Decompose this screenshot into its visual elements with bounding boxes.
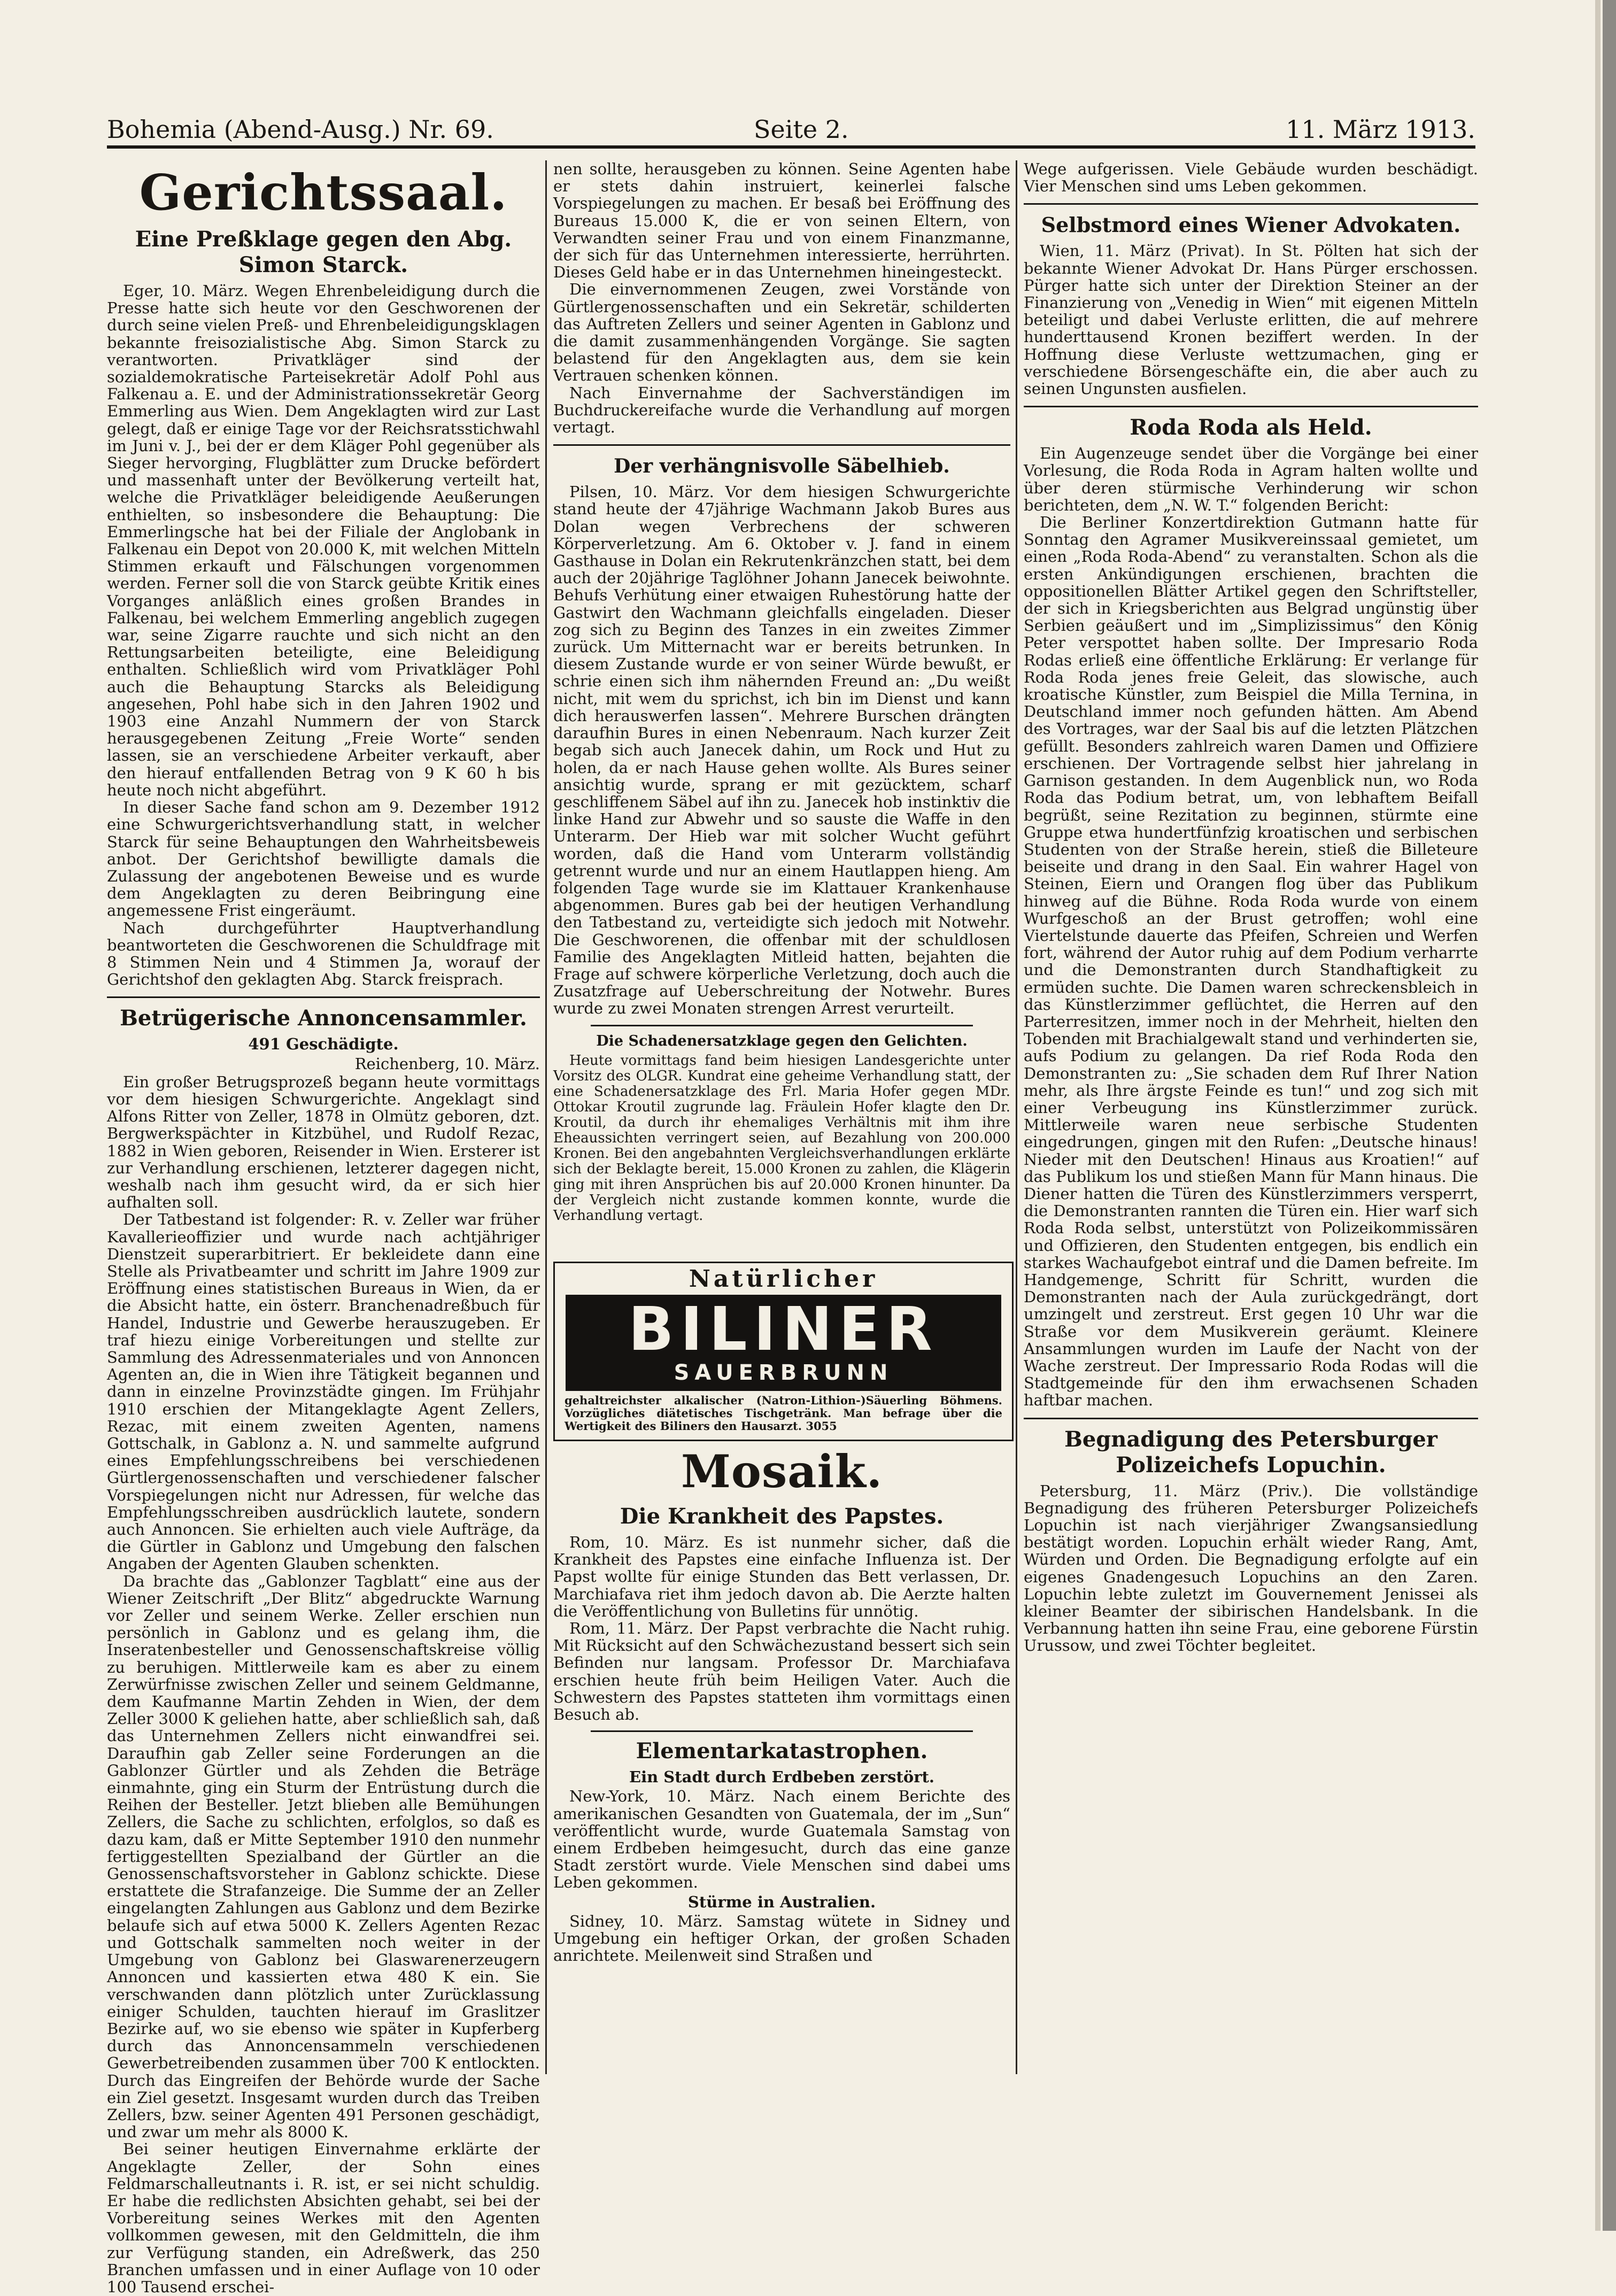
column-rule-1 [545, 160, 547, 2074]
article-title-pressklage: Eine Preßklage gegen den Abg. Simon Starck. [135, 227, 512, 277]
article-separator [591, 1730, 973, 1732]
article-separator [591, 1025, 973, 1026]
article-title-lopuchin: Begnadigung des Petersburger Polizeichefs Lopuchin. [1064, 1426, 1437, 1478]
article-separator [1024, 1418, 1478, 1419]
article-dateline: Reichenberg, 10. März. [354, 1054, 540, 1073]
header-masthead: Bohemia (Abend-Ausg.) Nr. 69. [107, 115, 494, 144]
ad-banner [566, 1295, 1001, 1391]
article-title-annoncensammler: Betrügerische Annoncensammler. [120, 1006, 527, 1031]
article-title-roda-roda: Roda Roda als Held. [1130, 415, 1372, 440]
column-3 [1024, 160, 1478, 1935]
article-paragraph: Pilsen, 10. März. Vor dem hiesigen Schwurgerichte stand heute der 47jährige Wachmann Jakob Bures aus Dolan wegen Verbrechens der schweren Körperverletzung. Am 6. Oktober v. J. fand in einem Gasthause in Dolan ein Rekrutenkränzchen statt, bei dem auch der 20jährige Taglöhner Johann Janecek beiwohnte. Behufs Verhütung einer etwaigen Ruhestörung hatte der Gastwirt den Wachmann gleichfalls eingeladen. Dieser zog sich zu Beginn des Tanzes in ein zweites Zimmer zurück. Um Mitternacht war er bereits betrunken. In diesem Zustande wurde er von seiner Würde bewußt, er schrie einen sich ihm nähernden Freund an: „Du weißt nicht, mit wem du sprichst, ich bin im Dienst und kann dich herauswerfen lassen“. Mehrere Burschen drängten daraufhin Bures in einen Nebenraum. Nach kurzer Zeit begab sich auch Janecek dahin, um Rock und Hut zu holen, da er nach Hause gehen wollte. Als Bures seiner ansichtig wurde, sprang er mit gezücktem, scharf geschliffenem Säbel auf ihn zu. Janecek hob instinktiv die linke Hand zur Abwehr und so sauste die Waffe in den Unterarm. Der Hieb war mit solcher Wucht geführt worden, daß die Hand vom Unterarm vollständig getrennt wurde und nur an einem Hautlappen hieng. Am folgenden Tage wurde sie im Klattauer Krankenhause abgenommen. Bures gab bei der heutigen Verhandlung den Tatbestand zu, verteidigte sich jedoch mit Notwehr. Die Geschworenen, die offenbar mit der schuldlosen Familie des Angeklagten Mitleid hatten, bejahten die Frage auf schwere körperliche Verletzung, doch auch die Zusatzfrage auf Ueberschreitung der Notwehr. Bures wurde zu zwei Monaten strengen Arrest verurteilt. [553, 483, 1010, 1018]
header-rule [107, 145, 1475, 149]
page-header [107, 115, 1475, 147]
page-edge [1595, 0, 1600, 2231]
article-paragraph: Heute vormittags fand beim hiesigen Landesgerichte unter Vorsitz des OLGR. Kundrat eine geheime Verhandlung statt, der eine Schadenersatzklage des Frl. Maria Hofer gegen MDr. Ottokar Kroutil zugrunde lag. Fräulein Hofer klagte den Dr. Kroutil, da durch ihr ehemaliges Verhältnis mit ihm ihre Eheaussichten verringert seien, auf Bezahlung von 200.000 Kronen. Bei den angebahnten Vergleichsverhandlungen erklärte sich der Beklagte bereit, 15.000 Kronen zu zahlen, die Klägerin ging mit ihren Ansprüchen bis auf 20.000 Kronen hinunter. Da der Vergleich nicht zustande kommen konnte, wurde die Verhandlung vertagt. [553, 1052, 1010, 1224]
article-paragraph: New-York, 10. März. Nach einem Berichte des amerikanischen Gesandten von Guatemala, der im „Sun“ veröffentlicht wurde, wurde Guatemala Samstag von einem Erdbeben heimgesucht, durch das eine ganze Stadt zerstört wurde. Viele Menschen sind dabei ums Leben gekommen. [553, 1787, 1010, 1892]
article-paragraph: Nach durchgeführter Hauptverhandlung beantworteten die Geschworenen die Schuldfrage mit 8 Stimmen Nein und 4 Stimmen Ja, worauf der Gerichtshof den geklagten Abg. Starck freisprach. [107, 918, 540, 989]
article-paragraph: Rom, 11. März. Der Papst verbrachte die Nacht ruhig. Mit Rücksicht auf den Schwächezustand bessert sich sein Befinden nur langsam. Professor Dr. Marchiafava erschien heute früh beim Heiligen Vater. Auch die Schwestern des Papstes statteten ihm vormittags einen Besuch ab. [553, 1619, 1010, 1724]
article-title-papst: Die Krankheit des Papstes. [620, 1504, 944, 1529]
article-paragraph: Wien, 11. März (Privat). In St. Pölten hat sich der bekannte Wiener Advokat Dr. Hans Pürger erschossen. Pürger hatte sich unter der Direktion Steiner an der Finanzierung von „Venedig in Wien“ mit eigenen Mitteln beteiligt und dabei Verluste erlitten, die auf mehrere hunderttausend Kronen beziffert werden. In der Hoffnung diese Verluste wettzumachen, ging er verschiedene Börsengeschäfte ein, die aber auch zu seinen Ungunsten ausfielen. [1024, 242, 1478, 398]
article-paragraph: Der Tatbestand ist folgender: R. v. Zeller war früher Kavallerieoffizier und wurde nach achtjähriger Dienstzeit superarbitriert. Er bekleidete dann eine Stelle als Privatbeamter und schritt im Jahre 1909 zur Eröffnung eines statistischen Bureaus in Wien, da er die Absicht hatte, ein österr. Branchenadreßbuch für Handel, Industrie und Gewerbe herauszugeben. Er traf hiezu einige Vorbereitungen und stellte zur Sammlung des Adressenmateriales und von Annoncen Agenten an, die in Wien ihre Tätigkeit begannen und dann in einzelne Provinzstädte gingen. Im Frühjahr 1910 erschien der Mitangeklagte Agent Zellers, Rezac, mit einem zweiten Agenten, namens Gottschalk, in Gablonz a. N. und sammelte aufgrund eines Empfehlungsschreibens bei verschiedenen Gürtlergenossenschaften und verschiedener falscher Vorspiegelungen nicht nur Adressen, für welche das Empfehlungsschreiben ausdrücklich lautete, sondern auch Annoncen. Sie erhielten auch viele Aufträge, da die Gürtler in Gablonz und Umgebung den falschen Angaben der Agenten Glauben schenkten. [107, 1210, 540, 1573]
article-paragraph: Rom, 10. März. Es ist nunmehr sicher, daß die Krankheit des Papstes eine einfache Influenza ist. Der Papst wollte für einige Stunden das Bett verlassen, Dr. Marchiafava riet ihm jedoch davon ab. Die Aerzte halten die Veröffentlichung von Bulletins für unnötig. [553, 1533, 1010, 1620]
advertisement-biliner [553, 1262, 1014, 1441]
article-paragraph: In dieser Sache fand schon am 9. Dezember 1912 eine Schwurgerichtsverhandlung statt, in welcher Starck für seine Behauptungen den Wahrheitsbeweis anbot. Der Gerichtshof bewilligte damals die Zulassung der angebotenen Beweise und es wurde dem Angeklagten zu deren Beibringung eine angemessene Frist eingeräumt. [107, 798, 540, 920]
header-date: 11. März 1913. [1286, 115, 1475, 144]
ad-pretitle: Natürlicher [689, 1265, 878, 1293]
article-paragraph: Petersburg, 11. März (Priv.). Die vollständige Begnadigung des früheren Petersburger Polizeichefs Lopuchin ist nach vierjähriger Zwangsansiedlung bestätigt worden. Lopuchin erhält wieder Rang, Amt, Würden und Orden. Die Begnadigung erfolgte auf ein eigenes Gnadengesuch Lopuchins an den Zaren. Lopuchin lebte zuletzt im Gouvernement Jenissei als kleiner Beamter der sibirischen Handelsbank. In die Verbannung hatten ihn seine Frau, eine geborene Fürstin Urussow, und zwei Töchter begleitet. [1024, 1481, 1478, 1655]
article-paragraph: Nach Einvernahme der Sachverständigen im Buchdruckereifache wurde die Verhandlung auf morgen vertagt. [553, 383, 1010, 437]
article-subtitle: 491 Geschädigte. [248, 1035, 399, 1054]
article-paragraph: Ein großer Betrugsprozeß begann heute vormittags vor dem hiesigen Schwurgerichte. Angeklagt sind Alfons Ritter von Zeller, 1878 in Olmütz geboren, dzt. Bergwerkspächter in Kitzbühel, und Rudolf Rezac, 1882 in Wien geboren, Reisender in Wien. Ersterer ist zur Verhandlung erschienen, letzterer dagegen nicht, weshalb nach ihm gesucht wird, da er sich hier aufhalten soll. [107, 1072, 540, 1212]
scan-border [1603, 0, 1616, 2231]
article-paragraph: Bei seiner heutigen Einvernahme erklärte der Angeklagte Zeller, der Sohn eines Feldmarschalleutnants i. R. ist, er sei nicht schuldig. Er habe die redlichsten Absichten gehabt, sei bei der Vorbereitung seines Werkes mit den Agenten vollkommen gewesen, mit den Geldmitteln, die ihm zur Verfügung standen, ein Adreßwerk, das 250 Branchen umfassen und in einer Auflage von 10 oder 100 Tausend erschei- [107, 2140, 540, 2296]
column-rule-2 [1016, 160, 1017, 2074]
article-title-saebelhieb: Der verhängnisvolle Säbelhieb. [614, 455, 950, 478]
article-separator [1024, 406, 1478, 407]
article-paragraph: Ein Augenzeuge sendet über die Vorgänge bei einer Vorlesung, die Roda Roda in Agram halten wollte und über deren stürmische Verhinderung wir schon berichteten, dem „N. W. T.“ folgenden Bericht: [1024, 444, 1478, 514]
column-2-lower [553, 1446, 1010, 2074]
article-subtitle: Ein Stadt durch Erdbeben zerstört. [629, 1768, 934, 1787]
ad-subtitle: SAUERBRUNN [674, 1360, 893, 1385]
ad-fineprint: gehaltreichster alkalischer (Natron-Lithion-)Säuerling Böhmens. Vorzügliches diätetisches Tischgetränk. Man befrage über die Wertigkeit des Biliners den Hausarzt. 3055 [565, 1394, 1002, 1433]
article-paragraph: Da brachte das „Gablonzer Tagblatt“ eine aus der Wiener Zeitschrift „Der Blitz“ abgedruckte Warnung vor Zeller und seinem Werke. Zeller erschien nun persönlich in Gablonz und es gelang ihm, die Inseratenbesteller und Genossenschaftskreise völlig zu beruhigen. Mittlerweile kam es aber zu einem Zerwürfnisse zwischen Zeller und seinem Geldmanne, dem Kaufmanne Martin Zehden in Wien, der dem Zeller 3000 K geliehen hatte, aber schließlich sah, daß das Unternehmen Zellers nicht einwandfrei sei. Daraufhin gab Zeller seine Forderungen an die Gablonzer Gürtler und als Zehden die Beträge einmahnte, ging ein Sturm der Entrüstung durch die Reihen der Besteller. Jetzt blieben alle Bemühungen Zellers, die Sache zu schlichten, erfolglos, so daß es dazu kam, daß er Mitte September 1910 den nunmehr fertiggestellten Spezialband der Gürtler an die Genossenschaftsvorsteher in Gablonz schickte. Diese erstattete die Strafanzeige. Die Summe der an Zeller eingelangten Zahlungen aus Gablonz und dem Bezirke belaufe sich auf etwa 5000 K. Zellers Agenten Rezac und Gottschalk sammelten noch weiter in der Umgebung von Gablonz bei Glaswarenerzeugern Annoncen und kassierten etwa 480 K ein. Sie verschwanden dann plötzlich unter Zurücklassung einiger Schulden, tauchten hierauf im Graslitzer Bezirke auf, wo sie ebenso wie später in Kupferberg durch das Annoncensammeln verschiedenen Gewerbetreibenden zusammen über 700 K entlockten. Durch das Eingreifen der Behörde wurde der Sache ein Ziel gesetzt. Insgesamt wurden durch das Treiben Zellers, bzw. seiner Agenten 491 Personen geschädigt, und zwar um mehr als 8000 K. [107, 1572, 540, 2142]
article-separator [553, 444, 1010, 446]
article-separator [107, 996, 540, 998]
header-page-number: Seite 2. [754, 115, 849, 144]
article-separator [1024, 203, 1478, 205]
article-title-schadenersatz: Die Schadenersatzklage gegen den Gelichten. [596, 1032, 968, 1049]
column-1 [107, 160, 540, 2296]
section-title-mosaik: Mosaik. [681, 1445, 883, 1498]
article-paragraph: Wege aufgerissen. Viele Gebäude wurden beschädigt. Vier Menschen sind ums Leben gekommen. [1024, 160, 1478, 196]
section-title-gerichtssaal: Gerichtssaal. [139, 164, 508, 221]
article-paragraph: Die Berliner Konzertdirektion Gutmann hatte für Sonntag den Agramer Musikvereinssaal gemietet, um einen „Roda Roda-Abend“ zu veranstalten. Schon als die ersten Ankündigungen erschienen, brachten die oppositionellen Blätter Artikel gegen den Schriftsteller, der sich in Kriegsberichten aus Belgrad ungünstig über Serbien geäußert und im „Simplizissimus“ den König Peter verspottet haben sollte. Der Impresario Roda Rodas erließ eine öffentliche Erklärung: Er verlange für Roda Roda jenes freie Geleit, das slowische, auch kroatische Künstler, zum Beispiel die Milla Ternina, in Deutschland immer noch gefunden hätten. Am Abend des Vortrages, war der Saal bis auf die letzten Plätzchen gefüllt. Besonders zahlreich waren Damen und Offiziere erschienen. Der Vortragende selbst hier jahrelang in Garnison gestanden. In dem Augenblick nun, wo Roda Roda das Podium betrat, um, von lebhaftem Beifall begrüßt, seine Rezitation zu beginnen, stürmte eine Gruppe etwa hundertfünfzig kroatischen und serbischen Studenten von der Straße herein, stieß die Billeteure beiseite und drang in den Saal. Ein wahrer Hagel von Steinen, Eiern und Orangen flog über das Publikum hinweg auf die Bühne. Roda Roda wurde von einem Wurfgeschoß an der Brust getroffen; wohl eine Viertelstunde dauerte das Pfeifen, Schreien und Werfen fort, während der Autor ruhig auf dem Podium verharrte und die Demonstranten durch Standhaftigkeit zu ermüden suchte. Die Damen waren schreckensbleich in das Künstlerzimmer geflüchtet, die Herren auf den Parterresitzen, immer noch in der Mehrheit, hielten den Tobenden mit Brachialgewalt stand und verhinderten sie, aufs Podium zu gelangen. Da rief Roda Roda den Demonstranten zu: „Sie schaden dem Ruf Ihrer Nation mehr, als Ihre ärgste Feinde es tun!“ und zog sich mit einer Verbeugung ins Künstlerzimmer zurück. Mittlerweile waren neue serbische Studenten eingedrungen, gingen mit den Rufen: „Deutsche hinaus! Nieder mit den Deutschen! Hinaus aus Kroatien!“ auf das Publikum los und stießen Mann für Mann hinaus. Die Diener hatten die Türen des Künstlerzimmers versperrt, die Demonstranten rannten die Türen ein. Hier warf sich Roda Roda selbst, unterstützt von Polizeikommissären und Offizieren, den Studenten entgegen, bis endlich ein starkes Wachaufgebot eintraf und die Damen befreite. Im Handgemenge, Schritt für Schritt, wurden die Demonstranten nach der Aula zurückgedrängt, dort umzingelt und zerstreut. Erst gegen 10 Uhr war die Straße vor dem Musikverein geräumt. Kleinere Ansammlungen wurden im Laufe der Nacht von der Wache zerstreut. Der Impressario Roda Rodas will die Stadtgemeinde für den ihm erwachsenen Schaden haftbar machen. [1024, 513, 1478, 1410]
article-paragraph: nen sollte, herausgeben zu können. Seine Agenten habe er stets dahin instruiert, keinerlei falsche Vorspiegelungen zu machen. Er besaß bei Eröffnung des Bureaus 15.000 K, die er von seinen Eltern, von Verwandten seiner Frau und von einem Finanzmanne, der sich für das Unternehmen interessierte, herrührten. Dieses Geld habe er in das Unternehmen hineingesteckt. [553, 160, 1010, 282]
ad-brand: BILINER [628, 1295, 939, 1364]
article-subtitle: Stürme in Australien. [687, 1892, 876, 1911]
article-paragraph: Eger, 10. März. Wegen Ehrenbeleidigung durch die Presse hatte sich heute vor den Geschworenen der durch seine vielen Preß- und Ehrenbeleidigungsklagen bekannte freisozialistische Abg. Simon Starck zu verantworten. Privatkläger sind der sozialdemokratische Parteisekretär Adolf Pohl aus Falkenau a. E. und der Administrationssekretär Georg Emmerling aus Wien. Dem Angeklagten wird zur Last gelegt, daß er einige Tage vor der Reichsratsstichwahl im Juni v. J., bei der er dem Kläger Pohl gegenüber als Sieger hervorging, Flugblätter zum Drucke befördert und massenhaft unter der Bevölkerung verteilt hat, welche die Privatkläger beleidigende Aeußerungen enthielten, so insbesondere die Behauptung: Die Emmerlingsche hat bei der Filiale der Anglobank in Falkenau ein Depot von 20.000 K, mit welchen Mitteln Stimmen erkauft und Fälschungen vorgenommen werden. Ferner soll die von Starck geübte Kritik eines Vorganges anläßlich eines großen Brandes in Falkenau, bei welchem Emmerling angeblich zugegen war, seine Zigarre rauchte und sich nicht an den Rettungsarbeiten beteiligte, eine Beleidigung enthalten. Schließlich wird vom Privatkläger Pohl auch die Behauptung Starcks als Beleidigung angesehen, Pohl habe sich in den Jahren 1902 und 1903 eine Anzahl Nummern der von Starck herausgegebenen Zeitung „Freie Worte“ senden lassen, sie an verschiedene Arbeiter verkauft, aber den hierauf entfallenden Betrag von 9 K 60 h bis heute noch nicht abgeführt. [107, 282, 540, 799]
article-title-selbstmord: Selbstmord eines Wiener Advokaten. [1041, 213, 1461, 237]
article-paragraph: Sidney, 10. März. Samstag wütete in Sidney und Umgebung ein heftiger Orkan, der großen Schaden anrichtete. Meilenweit sind Straßen und [553, 1912, 1010, 1965]
article-title-elementar: Elementarkatastrophen. [636, 1738, 928, 1764]
article-paragraph: Die einvernommenen Zeugen, zwei Vorstände von Gürtlergenossenschaften und ein Sekretär, schilderten das Auftreten Zellers und seiner Agenten in Gablonz und die damit zusammenhängenden Vorgänge. Sie sagten belastend für den Angeklagten aus, dem sie kein Vertrauen schenken können. [553, 280, 1010, 385]
